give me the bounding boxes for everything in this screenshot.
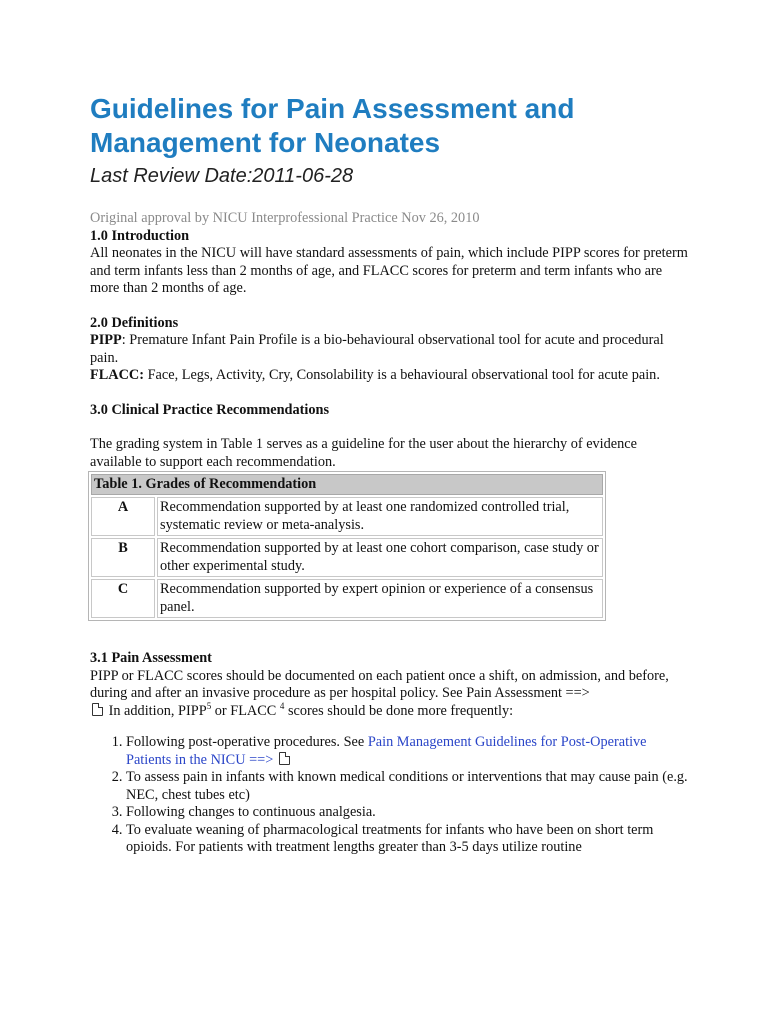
document-link-icon[interactable] bbox=[92, 703, 103, 716]
section-definitions-heading: 2.0 Definitions bbox=[90, 314, 179, 331]
table-row bbox=[91, 538, 603, 577]
grade-cell: A bbox=[91, 497, 155, 536]
post-operative-guidelines-link[interactable]: Pain Management Guidelines for Post-Operative Patients in the NICU ==> bbox=[126, 734, 647, 768]
document-link-icon[interactable] bbox=[279, 752, 290, 765]
list-item-text: Following post-operative procedures. See bbox=[126, 734, 368, 750]
pipp-term: PIPP bbox=[90, 332, 122, 348]
document-page bbox=[90, 92, 690, 857]
flacc-term: FLACC: bbox=[90, 367, 145, 383]
table-row bbox=[91, 497, 603, 536]
reference-superscript: 4 bbox=[279, 700, 285, 711]
section-assessment-heading: 3.1 Pain Assessment bbox=[90, 650, 212, 666]
grade-description: Recommendation supported by at least one cohort comparison, case study or other experimental study. bbox=[157, 538, 603, 577]
definition-pipp bbox=[90, 332, 690, 367]
section-recommendations-heading: 3.0 Clinical Practice Recommendations bbox=[90, 401, 330, 418]
approval-note: Original approval by NICU Interprofessional Practice Nov 26, 2010 bbox=[90, 210, 480, 226]
grade-cell: B bbox=[91, 538, 155, 577]
assessment-text-3: or FLACC bbox=[211, 702, 280, 719]
grade-description: Recommendation supported by expert opinion or experience of a consensus panel. bbox=[157, 579, 603, 618]
pipp-definition: : Premature Infant Pain Profile is a bio-behavioural observational tool for acute and procedural pain. bbox=[90, 332, 664, 366]
definition-flacc bbox=[90, 367, 690, 385]
list-item bbox=[126, 734, 690, 769]
section-assessment-text bbox=[90, 668, 690, 721]
table-row bbox=[91, 579, 603, 618]
page-title: Guidelines for Pain Assessment and Management for Neonates bbox=[90, 93, 575, 158]
review-date: Last Review Date:2011-06-28 bbox=[90, 165, 354, 187]
assessment-text-2: In addition, PIPP bbox=[105, 702, 207, 719]
table-caption: Table 1. Grades of Recommendation bbox=[91, 474, 603, 495]
list-item: 3. Following changes to continuous analgesia. bbox=[126, 804, 690, 822]
list-item: 4. To evaluate weaning of pharmacological treatments for infants who have been on short term opioids. For patients with treatment lengths greater than 3-5 days utilize routine bbox=[126, 822, 690, 857]
list-item: 2. To assess pain in infants with known medical conditions or interventions that may cause pain (e.g. NEC, chest tubes etc) bbox=[126, 769, 690, 804]
section-recommendations-text: The grading system in Table 1 serves as a guideline for the user about the hierarchy of evidence available to support each recommendation. bbox=[90, 436, 637, 470]
assessment-text-4: scores should be done more frequently: bbox=[284, 702, 514, 719]
grade-cell: C bbox=[91, 579, 155, 618]
flacc-definition: Face, Legs, Activity, Cry, Consolability is a behavioural observational tool for acute pain. bbox=[144, 367, 660, 383]
assessment-text-1: PIPP or FLACC scores should be documented on each patient once a shift, on admission, and before, during and after an invasive procedure as per hospital policy. See Pain Assessment ==> bbox=[90, 667, 669, 701]
grade-description: Recommendation supported by at least one randomized controlled trial, systematic review or meta-analysis. bbox=[157, 497, 603, 536]
grades-table bbox=[88, 471, 606, 621]
reference-superscript: 5 bbox=[206, 700, 212, 711]
section-introduction-text: All neonates in the NICU will have standard assessments of pain, which include PIPP scores for preterm and term infants less than 2 months of age, and FLACC scores for preterm and term infants who are more than 2 months of age. bbox=[90, 245, 688, 296]
frequency-list bbox=[90, 734, 690, 857]
section-introduction-heading: 1.0 Introduction bbox=[90, 227, 190, 244]
